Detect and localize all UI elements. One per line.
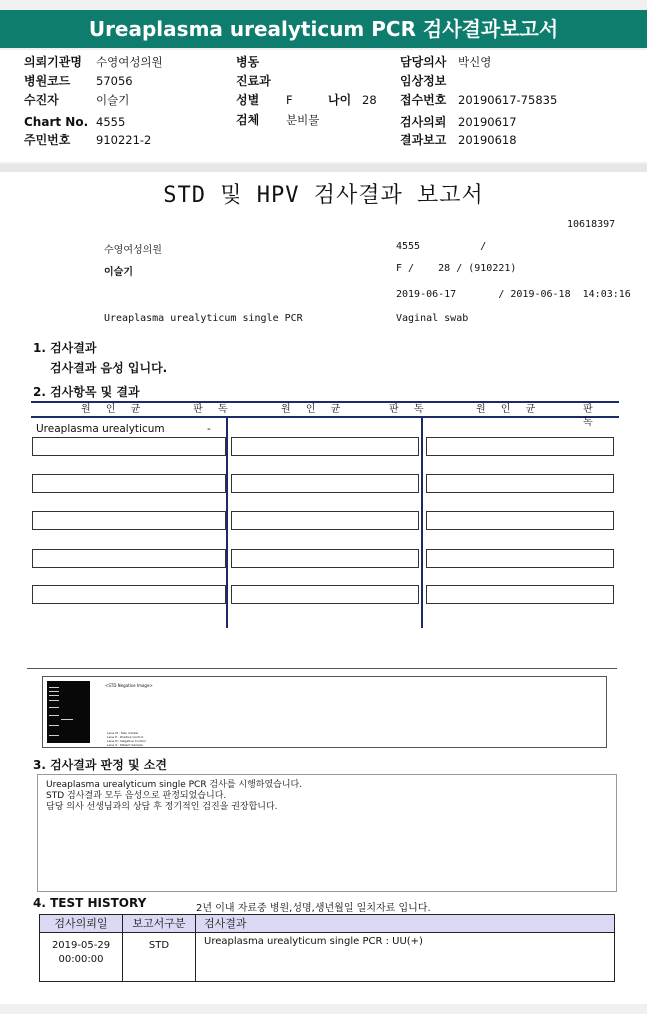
hospital-code-value: 57056 — [96, 74, 133, 88]
gel-image-panel — [42, 676, 607, 748]
receipt-label: 접수번호 — [400, 93, 447, 107]
result-cell-box — [32, 549, 226, 568]
section1-heading: 1. 검사결과 — [33, 341, 97, 355]
info-hospital-code — [24, 72, 133, 91]
info-institution — [24, 53, 163, 72]
report-test-name: Ureaplasma urealyticum single PCR — [104, 313, 303, 324]
history-table — [39, 914, 615, 982]
info-report — [400, 131, 517, 150]
age-value: 28 — [362, 93, 377, 107]
remarks-box — [37, 774, 617, 892]
gel-electrophoresis-image — [47, 681, 90, 743]
gel-legend-item: Lane N : Negative Control — [107, 739, 146, 743]
id-label: 주민번호 — [24, 133, 71, 147]
history-col-type: 보고서구분 — [123, 915, 196, 932]
info-patient — [24, 91, 129, 110]
result-cell-box — [426, 585, 614, 604]
section3-heading: 3. 검사결과 판정 및 소견 — [33, 758, 167, 772]
section-divider — [0, 164, 647, 172]
gel-legend-item: Lane M : Size marker — [107, 731, 139, 735]
col-pathogen-2: 원 인 균 — [281, 404, 347, 415]
result-cell-box — [32, 474, 226, 493]
remark-line: Ureaplasma urealyticum single PCR 검사를 시행하였습니다. — [46, 780, 303, 790]
remark-line: 담당 의사 선생님과의 상담 후 정기적인 검진을 권장합니다. — [46, 802, 278, 812]
age-label: 나이 — [328, 93, 352, 107]
info-doctor — [400, 53, 491, 72]
horizontal-rule — [27, 668, 617, 669]
result-cell-box — [231, 437, 419, 456]
id-value: 910221-2 — [96, 133, 152, 147]
info-specimen — [236, 111, 319, 130]
result-cell-box — [231, 511, 419, 530]
table-row — [40, 933, 614, 981]
report-dates: 2019-06-17 / 2019-06-18 14:03:16 — [396, 289, 631, 300]
institution-label: 의뢰기관명 — [24, 55, 82, 69]
col-verdict-2: 판 독 — [389, 404, 430, 415]
col-verdict-1: 판 독 — [193, 404, 234, 415]
result-summary: 검사결과 음성 입니다. — [50, 361, 168, 375]
row1-pathogen: Ureaplasma urealyticum — [36, 423, 165, 435]
history-table-header — [40, 915, 614, 933]
report-sex-age: F / 28 / (910221) — [396, 263, 517, 274]
info-chart — [24, 113, 125, 132]
history-note: 2년 이내 자료중 병원,성명,생년월일 일치자료 입니다. — [196, 903, 431, 914]
col-verdict-3: 판 독 — [583, 404, 599, 428]
report-title: STD 및 HPV 검사결과 보고서 — [163, 183, 484, 208]
result-cell-box — [426, 474, 614, 493]
report-code: 10618397 — [567, 219, 616, 230]
chart-label: Chart No. — [24, 115, 89, 129]
history-col-date: 검사의뢰일 — [40, 915, 123, 932]
gel-legend-item: Lane S : Patient Sample — [107, 743, 143, 747]
doctor-value: 박신영 — [458, 55, 492, 69]
report-label: 결과보고 — [400, 133, 447, 147]
grid-divider-2 — [421, 416, 423, 628]
result-cell-box — [231, 585, 419, 604]
doctor-label: 담당의사 — [400, 55, 447, 69]
patient-value: 이슬기 — [96, 93, 130, 107]
history-type: STD — [123, 933, 196, 981]
history-date: 2019-05-29 — [51, 940, 111, 951]
section2-heading: 2. 검사항목 및 결과 — [33, 385, 140, 399]
info-id — [24, 131, 151, 150]
result-cell-box — [32, 511, 226, 530]
patient-info-panel — [0, 50, 647, 162]
col-pathogen-1: 원 인 균 — [81, 404, 147, 415]
specimen-value: 분비물 — [286, 113, 320, 127]
result-cell-box — [426, 437, 614, 456]
history-date-cell — [40, 933, 123, 981]
report-page — [0, 172, 647, 1004]
result-cell-box — [426, 511, 614, 530]
specimen-label: 검체 — [236, 113, 260, 127]
info-clinical — [400, 72, 446, 91]
patient-label: 수진자 — [24, 93, 59, 107]
info-request — [400, 113, 517, 132]
result-cell-box — [231, 474, 419, 493]
row1-verdict: - — [207, 423, 211, 435]
result-cell-box — [231, 549, 419, 568]
history-col-result: 검사결과 — [204, 917, 247, 930]
report-specimen: Vaginal swab — [396, 313, 469, 324]
gel-legend — [107, 731, 146, 747]
grid-divider-1 — [226, 416, 228, 628]
info-sex-age — [236, 91, 377, 110]
report-patient: 이슬기 — [104, 267, 133, 278]
report-chart: 4555 / — [396, 241, 487, 252]
sex-label: 성별 — [236, 93, 260, 107]
history-result: Ureaplasma urealyticum single PCR : UU(+) — [204, 936, 423, 947]
institution-value: 수영여성의원 — [96, 55, 163, 69]
gel-title: <STD Negative Image> — [105, 683, 153, 688]
col-pathogen-3: 원 인 균 — [476, 404, 542, 415]
history-time: 00:00:00 — [58, 954, 104, 965]
department-label: 진료과 — [236, 74, 271, 88]
result-cell-box — [426, 549, 614, 568]
ward-label: 병동 — [236, 55, 260, 69]
remark-line: STD 검사결과 모두 음성으로 판정되었습니다. — [46, 791, 227, 801]
report-banner-title: Ureaplasma urealyticum PCR 검사결과보고서 — [0, 10, 647, 48]
sex-value: F — [286, 93, 293, 107]
result-cell-box — [32, 585, 226, 604]
results-grid-header — [31, 401, 619, 428]
info-receipt — [400, 91, 557, 110]
request-value: 20190617 — [458, 115, 517, 129]
request-label: 검사의뢰 — [400, 115, 447, 129]
hospital-code-label: 병원코드 — [24, 74, 71, 88]
report-clinic: 수영여성의원 — [104, 245, 162, 256]
info-department — [236, 72, 271, 91]
report-value: 20190618 — [458, 133, 517, 147]
section4-heading: 4. TEST HISTORY — [33, 896, 147, 910]
info-ward — [236, 53, 259, 72]
chart-value: 4555 — [96, 115, 126, 129]
clinical-label: 임상정보 — [400, 74, 447, 88]
gel-legend-item: Lane P : Positive Control — [107, 735, 144, 739]
result-cell-box — [32, 437, 226, 456]
receipt-value: 20190617-75835 — [458, 93, 558, 107]
